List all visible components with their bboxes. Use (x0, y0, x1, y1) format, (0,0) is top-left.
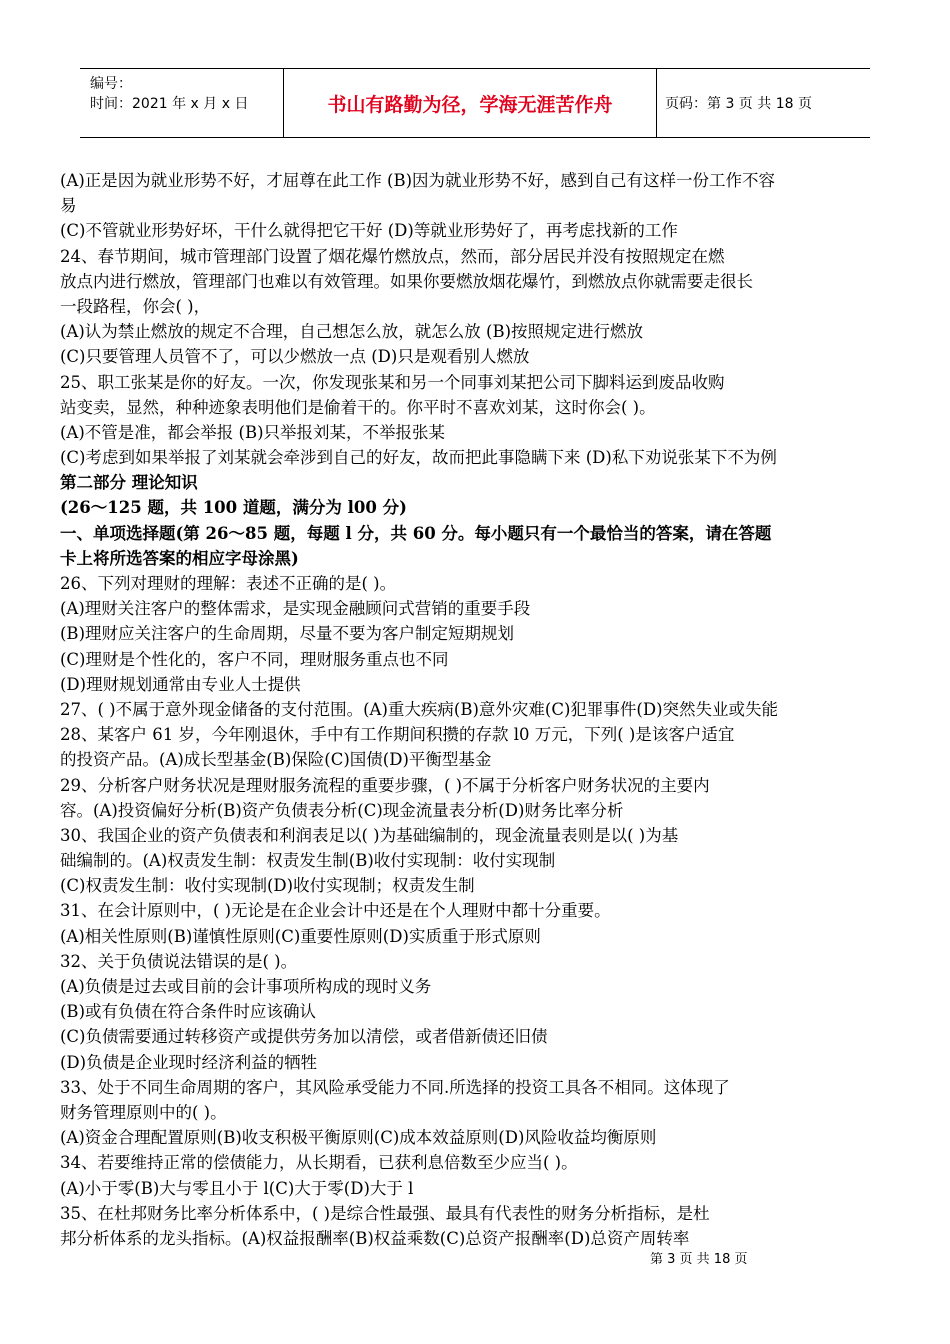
text-line: 25、职工张某是你的好友。一次，你发现张某和另一个同事刘某把公司下脚料运到废品收购 (60, 372, 725, 392)
document-number-label: 编号： (90, 76, 132, 92)
text-line: (A)负债是过去或目前的会计事项所构成的现时义务 (60, 977, 432, 996)
text-line: 站变卖，显然，种种迹象表明他们是偷着干的。你平时不喜欢刘某，这时你会( )。 (60, 397, 656, 417)
text-line: 27、( )不属于意外现金储备的支付范围。(A)重大疾病(B)意外灾难(C)犯罪事件(D)突然失业或失能 (60, 699, 779, 719)
text-line: (D)负债是企业现时经济利益的牺牲 (60, 1052, 318, 1072)
text-line: (C)负债需要通过转移资产或提供劳务加以清偿，或者借新债还旧债 (60, 1027, 548, 1047)
text-line: (26～125 题，共 100 道题，满分为 l00 分) (60, 498, 407, 518)
text-line: 础编制的。(A)权责发生制：权责发生制(B)收付实现制：收付实现制 (60, 851, 556, 871)
text-line: 第二部分 理论知识 (60, 473, 198, 493)
text-line: 28、某客户 61 岁，今年刚退休，手中有工作期间积攒的存款 l0 万元，下列( )是该客户适宜 (60, 725, 735, 745)
text-line: (A)认为禁止燃放的规定不合理，自己想怎么放，就怎么放 (B)按照规定进行燃放 (60, 322, 644, 342)
text-line: 26、下列对理财的理解：表述不正确的是( )。 (60, 574, 397, 593)
header-page-cell (657, 69, 870, 137)
page-footer: 第 3 页 共 18 页 (650, 1252, 748, 1267)
text-line: (A)资金合理配置原则(B)收支积极平衡原则(C)成本效益原则(D)风险收益均衡原则 (60, 1128, 657, 1148)
text-line: 容。(A)投资偏好分析(B)资产负债表分析(C)现金流量表分析(D)财务比率分析 (60, 800, 624, 820)
text-line: 邦分析体系的龙头指标。(A)权益报酬率(B)权益乘数(C)总资产报酬率(D)总资产周转率 (60, 1228, 690, 1248)
text-line: (C)只要管理人员管不了，可以少燃放一点 (D)只是观看别人燃放 (60, 347, 530, 367)
header-meta-cell (80, 69, 284, 137)
text-line: 31、在会计原则中，( )无论是在企业会计中还是在个人理财中都十分重要。 (60, 901, 611, 921)
text-line: 的投资产品。(A)成长型基金(B)保险(C)国债(D)平衡型基金 (60, 750, 492, 770)
text-line: 32、关于负债说法错误的是( )。 (60, 951, 298, 971)
text-line: (B)理财应关注客户的生命周期，尽量不要为客户制定短期规划 (60, 624, 514, 644)
text-line: (A)理财关注客户的整体需求，是实现金融顾问式营销的重要手段 (60, 599, 531, 619)
text-line: (C)理财是个性化的，客户不同，理财服务重点也不同 (60, 649, 449, 669)
text-line: (A)正是因为就业形势不好，才屈尊在此工作 (B)因为就业形势不好，感到自己有这样一份工作不容 (60, 171, 776, 190)
text-line: 35、在杜邦财务比率分析体系中，( )是综合性最强、最具有代表性的财务分析指标，是杜 (60, 1203, 710, 1223)
text-line: 放点内进行燃放，管理部门也难以有效管理。如果你要燃放烟花爆竹，到燃放点你就需要走很长 (60, 271, 753, 291)
text-line: 易 (60, 196, 77, 216)
text-line: 一段路程，你会( )， (60, 296, 211, 316)
text-line: (C)考虑到如果举报了刘某就会牵涉到自己的好友，故而把此事隐瞒下来 (D)私下劝说张某下不为例 (60, 448, 777, 468)
motto-text: 书山有路勤为径，学海无涯苦作舟 (327, 93, 613, 116)
text-line: 30、我国企业的资产负债表和利润表足以( )为基础编制的，现金流量表则是以( )为基 (60, 825, 679, 845)
text-line: 34、若要维持正常的偿债能力，从长期看，已获利息倍数至少应当( )。 (60, 1153, 578, 1173)
document-date-label: 时间：2021 年 x 月 x 日 (90, 96, 249, 112)
text-line: 财务管理原则中的( )。 (60, 1102, 227, 1122)
text-line: (D)理财规划通常由专业人士提供 (60, 674, 301, 694)
text-line: (C)不管就业形势好坏，干什么就得把它干好 (D)等就业形势好了，再考虑找新的工作 (60, 221, 678, 241)
header-motto-cell (284, 69, 657, 137)
text-line: 卡上将所选答案的相应字母涂黑) (60, 548, 299, 568)
text-line: 24、春节期间，城市管理部门设置了烟花爆竹燃放点，然而，部分居民并没有按照规定在燃 (60, 246, 725, 266)
text-line: (A)小于零(B)大与零且小于 l(C)大于零(D)大于 l (60, 1178, 414, 1198)
text-line: (A)相关性原则(B)谨慎性原则(C)重要性原则(D)实质重于形式原则 (60, 926, 541, 946)
header-page-number: 页码：第 3 页 共 18 页 (665, 96, 812, 112)
text-line: 33、处于不同生命周期的客户，其风险承受能力不同.所选择的投资工具各不相同。这体现了 (60, 1077, 730, 1097)
text-line: 29、分析客户财务状况是理财服务流程的重要步骤，( )不属于分析客户财务状况的主要内 (60, 775, 710, 795)
text-line: (B)或有负债在符合条件时应该确认 (60, 1002, 316, 1022)
document-body (60, 168, 900, 1251)
text-line: 一、单项选择题(第 26～85 题，每题 l 分，共 60 分。每小题只有一个最恰当的答案，请在答题 (60, 523, 772, 543)
text-line: (A)不管是准，都会举报 (B)只举报刘某，不举报张某 (60, 422, 446, 442)
page-header (80, 68, 870, 138)
text-line: (C)权责发生制：收付实现制(D)收付实现制；权责发生制 (60, 876, 475, 896)
